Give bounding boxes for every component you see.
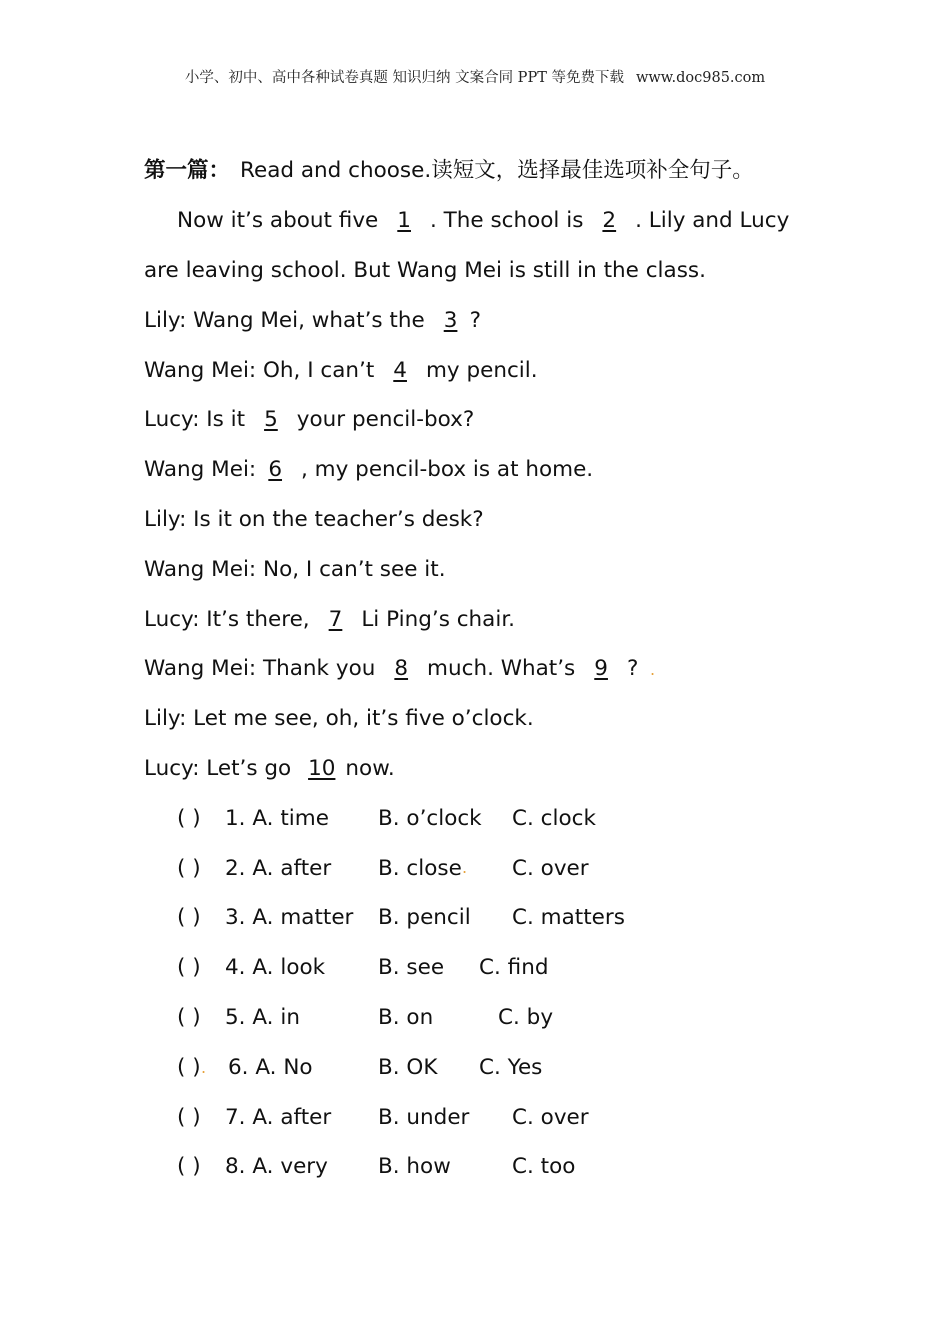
question-4-option-c: C. find bbox=[479, 955, 549, 980]
text: Lucy: It’s there, bbox=[144, 607, 310, 632]
question-8-option-b: B. how bbox=[378, 1154, 451, 1179]
text: Wang Mei: Oh, I can’t bbox=[144, 358, 375, 383]
blank-7: 7 bbox=[328, 607, 343, 632]
text: Lucy: Let’s go bbox=[144, 756, 292, 781]
blank-3: 3 bbox=[443, 308, 458, 333]
question-3-option-b: B. pencil bbox=[378, 905, 471, 930]
question-4-option-a: 4. A. look bbox=[225, 955, 326, 980]
question-5-option-a: 5. A. in bbox=[225, 1005, 300, 1030]
question-1-option-a: 1. A. time bbox=[225, 806, 329, 831]
passage-line-1 bbox=[177, 210, 789, 232]
text: your pencil-box? bbox=[296, 407, 475, 432]
instruction-cn: 读短文，选择最佳选项补全句子。 bbox=[431, 158, 754, 183]
dialogue-line-3 bbox=[144, 310, 481, 332]
question-2-option-a: 2. A. after bbox=[225, 856, 332, 881]
text: . Lily and Lucy bbox=[635, 208, 790, 233]
section-label: 第一篇： bbox=[144, 158, 231, 183]
question-6-option-b: B. OK bbox=[378, 1055, 438, 1080]
header-site: www.doc985.com bbox=[635, 70, 766, 86]
text: Now it’s about five bbox=[177, 208, 379, 233]
blank-10: 10 bbox=[308, 756, 336, 781]
blank-8: 8 bbox=[394, 656, 409, 681]
blank-6: 6 bbox=[268, 457, 283, 482]
text: Wang Mei: Thank you bbox=[144, 656, 376, 681]
header-text: 小学、初中、高中各种试卷真题 知识归纳 文案合同 PPT 等免费下载 bbox=[184, 70, 624, 86]
question-6-option-a: 6. A. No bbox=[228, 1055, 313, 1080]
text: my pencil. bbox=[425, 358, 538, 383]
blank-5: 5 bbox=[264, 407, 278, 432]
question-2-option-c: C. over bbox=[512, 856, 589, 881]
text: Lucy: Is it bbox=[144, 407, 246, 432]
dialogue-line-10 bbox=[144, 658, 638, 680]
question-7-paren[interactable]: ( ) bbox=[177, 1105, 201, 1130]
text: Lily: Wang Mei, what’s the bbox=[144, 308, 425, 333]
question-4-option-b: B. see bbox=[378, 955, 445, 980]
text: ? bbox=[469, 308, 481, 333]
question-5-option-c: C. by bbox=[498, 1005, 554, 1030]
question-7-option-c: C. over bbox=[512, 1105, 589, 1130]
text: . The school is bbox=[429, 208, 584, 233]
blank-9: 9 bbox=[594, 656, 608, 681]
text: ? bbox=[626, 656, 639, 681]
text: Wang Mei: bbox=[144, 457, 257, 482]
question-7-option-b: B. under bbox=[378, 1105, 470, 1130]
question-2-paren[interactable]: ( ) bbox=[177, 856, 201, 881]
decorative-dot: . bbox=[201, 1058, 207, 1077]
question-3-option-a: 3. A. matter bbox=[225, 905, 354, 930]
question-4-paren[interactable]: ( ) bbox=[177, 955, 201, 980]
dialogue-line-7: Lily: Is it on the teacher’s desk? bbox=[144, 507, 484, 532]
question-3-paren[interactable]: ( ) bbox=[177, 905, 201, 930]
blank-4: 4 bbox=[393, 358, 407, 383]
question-8-option-a: 8. A. very bbox=[225, 1154, 328, 1179]
question-2-option-b: B. close bbox=[378, 856, 462, 881]
instruction: Read and choose. bbox=[240, 158, 432, 183]
dialogue-line-5 bbox=[144, 409, 474, 431]
text: , my pencil-box is at home. bbox=[301, 457, 594, 482]
text: much. What’s bbox=[427, 656, 576, 681]
question-6-paren[interactable]: ( ) bbox=[177, 1055, 201, 1080]
question-8-paren[interactable]: ( ) bbox=[177, 1154, 201, 1179]
question-8-option-c: C. too bbox=[512, 1154, 576, 1179]
decorative-dot: . bbox=[462, 858, 468, 877]
question-1-option-c: C. clock bbox=[512, 806, 596, 831]
dialogue-line-9 bbox=[144, 609, 515, 631]
dialogue-line-11: Lily: Let me see, oh, it’s five o’clock. bbox=[144, 706, 534, 731]
dialogue-line-4 bbox=[144, 360, 538, 382]
dialogue-line-6 bbox=[144, 459, 593, 481]
page-header bbox=[0, 66, 950, 87]
section-title bbox=[144, 160, 754, 182]
question-5-paren[interactable]: ( ) bbox=[177, 1005, 201, 1030]
question-6-option-c: C. Yes bbox=[479, 1055, 543, 1080]
text: Li Ping’s chair. bbox=[361, 607, 516, 632]
blank-1: 1 bbox=[397, 208, 411, 233]
dialogue-line-12 bbox=[144, 758, 395, 780]
dialogue-line-8: Wang Mei: No, I can’t see it. bbox=[144, 557, 446, 582]
question-7-option-a: 7. A. after bbox=[225, 1105, 332, 1130]
question-3-option-c: C. matters bbox=[512, 905, 625, 930]
question-1-paren[interactable]: ( ) bbox=[177, 806, 201, 831]
question-1-option-b: B. o’clock bbox=[378, 806, 482, 831]
passage-line-2: are leaving school. But Wang Mei is still in the class. bbox=[144, 258, 706, 283]
decorative-dot: . bbox=[650, 660, 656, 679]
blank-2: 2 bbox=[602, 208, 617, 233]
text: now. bbox=[345, 756, 395, 781]
question-5-option-b: B. on bbox=[378, 1005, 434, 1030]
